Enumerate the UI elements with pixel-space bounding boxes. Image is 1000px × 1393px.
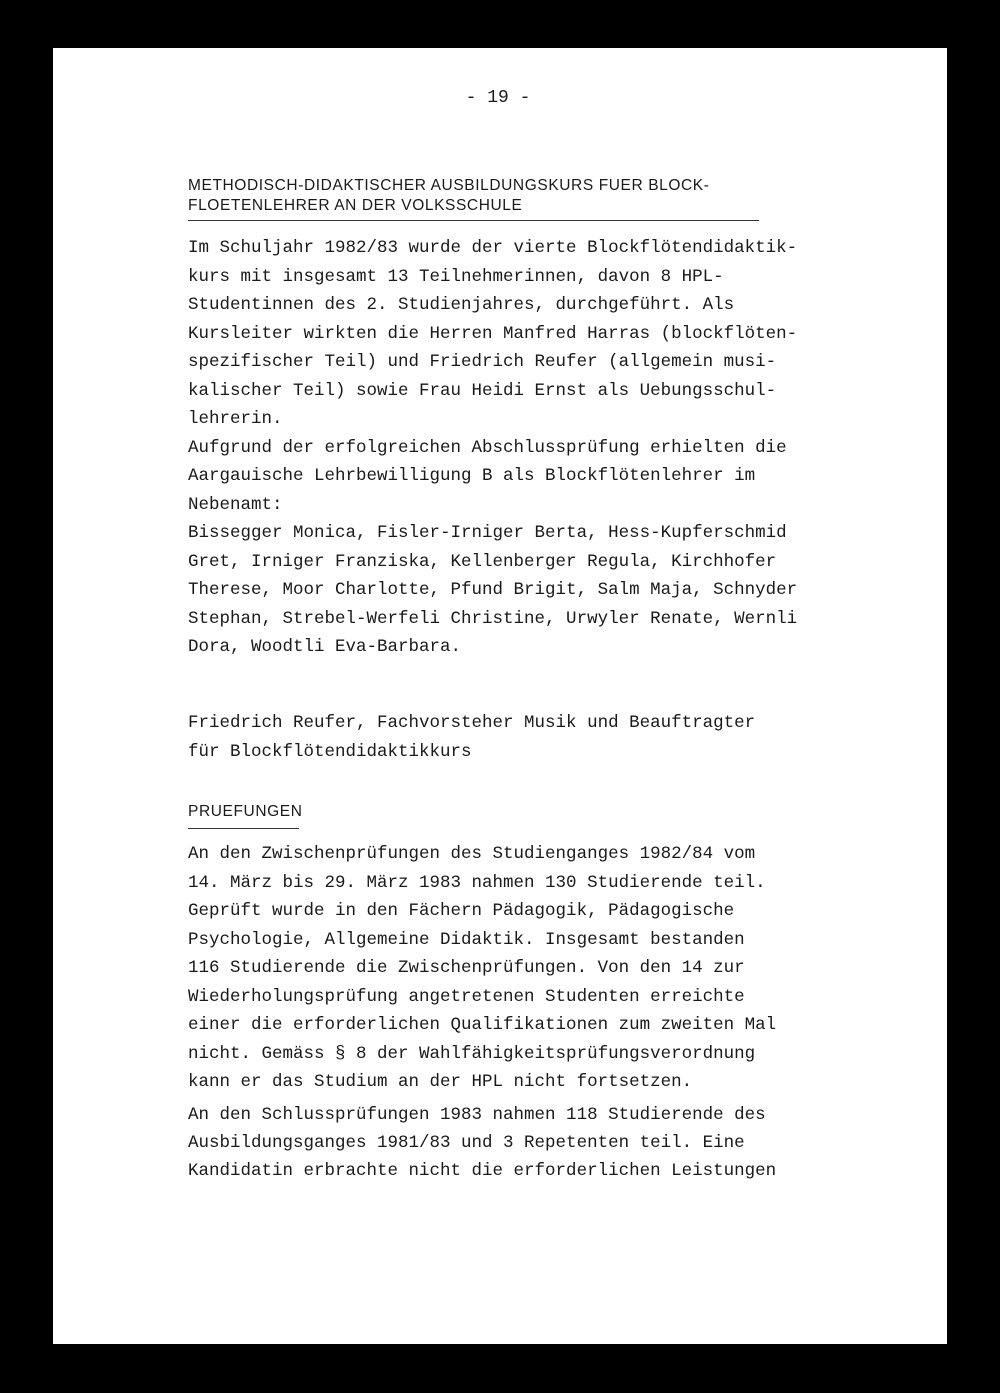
text-line: An den Zwischenprüfungen des Studienganges 1982/84 vom <box>188 844 756 864</box>
text-line: Friedrich Reufer, Fachvorsteher Musik und Beauftragter <box>188 713 756 733</box>
text-line: Psychologie, Allgemeine Didaktik. Insgesamt bestanden <box>188 929 745 950</box>
signature-block <box>188 709 755 767</box>
section-heading-blockfloeten <box>188 176 710 216</box>
paragraph-schlusspruefungen <box>188 1101 776 1185</box>
text-line: Aargauische Lehrbewilligung B als Blockflötenlehrer im <box>188 466 756 486</box>
text-line: Bissegger Monica, Fisler-Irniger Berta, Hess-Kupferschmid <box>188 523 787 543</box>
paragraph-course-report <box>188 234 797 662</box>
text-line: kann er das Studium an der HPL nicht fortsetzen. <box>188 1072 693 1092</box>
text-line: Gret, Irniger Franziska, Kellenberger Regula, Kirchhofer <box>188 551 777 572</box>
text-line: Aufgrund der erfolgreichen Abschlussprüfung erhielten die <box>188 437 787 458</box>
text-line: Stephan, Strebel-Werfeli Christine, Urwyler Renate, Wernli <box>188 608 798 629</box>
text-line: 14. März bis 29. März 1983 nahmen 130 Studierende teil. <box>188 872 766 893</box>
text-line: Wiederholungsprüfung angetretenen Studenten erreichte <box>188 986 745 1007</box>
text-line: 116 Studierende die Zwischenprüfungen. Von den 14 zur <box>188 958 745 978</box>
text-line: kalischer Teil) sowie Frau Heidi Ernst als Uebungsschul- <box>188 380 777 401</box>
text-line: einer die erforderlichen Qualifikationen zum zweiten Mal <box>188 1015 777 1035</box>
text-line: Kandidatin erbrachte nicht die erforderlichen Leistungen <box>188 1161 777 1181</box>
text-line: An den Schlussprüfungen 1983 nahmen 118 Studierende des <box>188 1105 766 1125</box>
text-line: kurs mit insgesamt 13 Teilnehmerinnen, davon 8 HPL- <box>188 266 724 287</box>
text-line: spezifischer Teil) und Friedrich Reufer (allgemein musi- <box>188 352 777 372</box>
text-line: Studentinnen des 2. Studienjahres, durchgeführt. Als <box>188 295 735 315</box>
heading-line: PRUEFUNGEN <box>188 803 303 820</box>
paragraph-zwischenpruefungen <box>188 840 776 1097</box>
document-page <box>53 48 947 1344</box>
heading-line: FLOETENLEHRER AN DER VOLKSSCHULE <box>188 197 523 214</box>
section-heading-pruefungen <box>188 802 303 822</box>
text-line: für Blockflötendidaktikkurs <box>188 742 472 762</box>
heading-underline <box>188 220 759 221</box>
text-line: Dora, Woodtli Eva-Barbara. <box>188 637 462 657</box>
page-number: - 19 - <box>465 88 531 108</box>
text-line: nicht. Gemäss § 8 der Wahlfähigkeitsprüfungsverordnung <box>188 1043 756 1064</box>
text-line: Nebenamt: <box>188 494 283 515</box>
text-line: Kursleiter wirkten die Herren Manfred Harras (blockflöten- <box>188 323 798 344</box>
heading-line: METHODISCH-DIDAKTISCHER AUSBILDUNGSKURS FUER BLOCK- <box>188 177 710 194</box>
text-line: Ausbildungsganges 1981/83 und 3 Repetenten teil. Eine <box>188 1133 745 1153</box>
text-line: Im Schuljahr 1982/83 wurde der vierte Blockflötendidaktik- <box>188 238 798 258</box>
text-line: Therese, Moor Charlotte, Pfund Brigit, Salm Maja, Schnyder <box>188 580 798 600</box>
heading-underline <box>188 828 299 829</box>
text-line: lehrerin. <box>188 409 283 429</box>
text-line: Geprüft wurde in den Fächern Pädagogik, Pädagogische <box>188 901 735 921</box>
